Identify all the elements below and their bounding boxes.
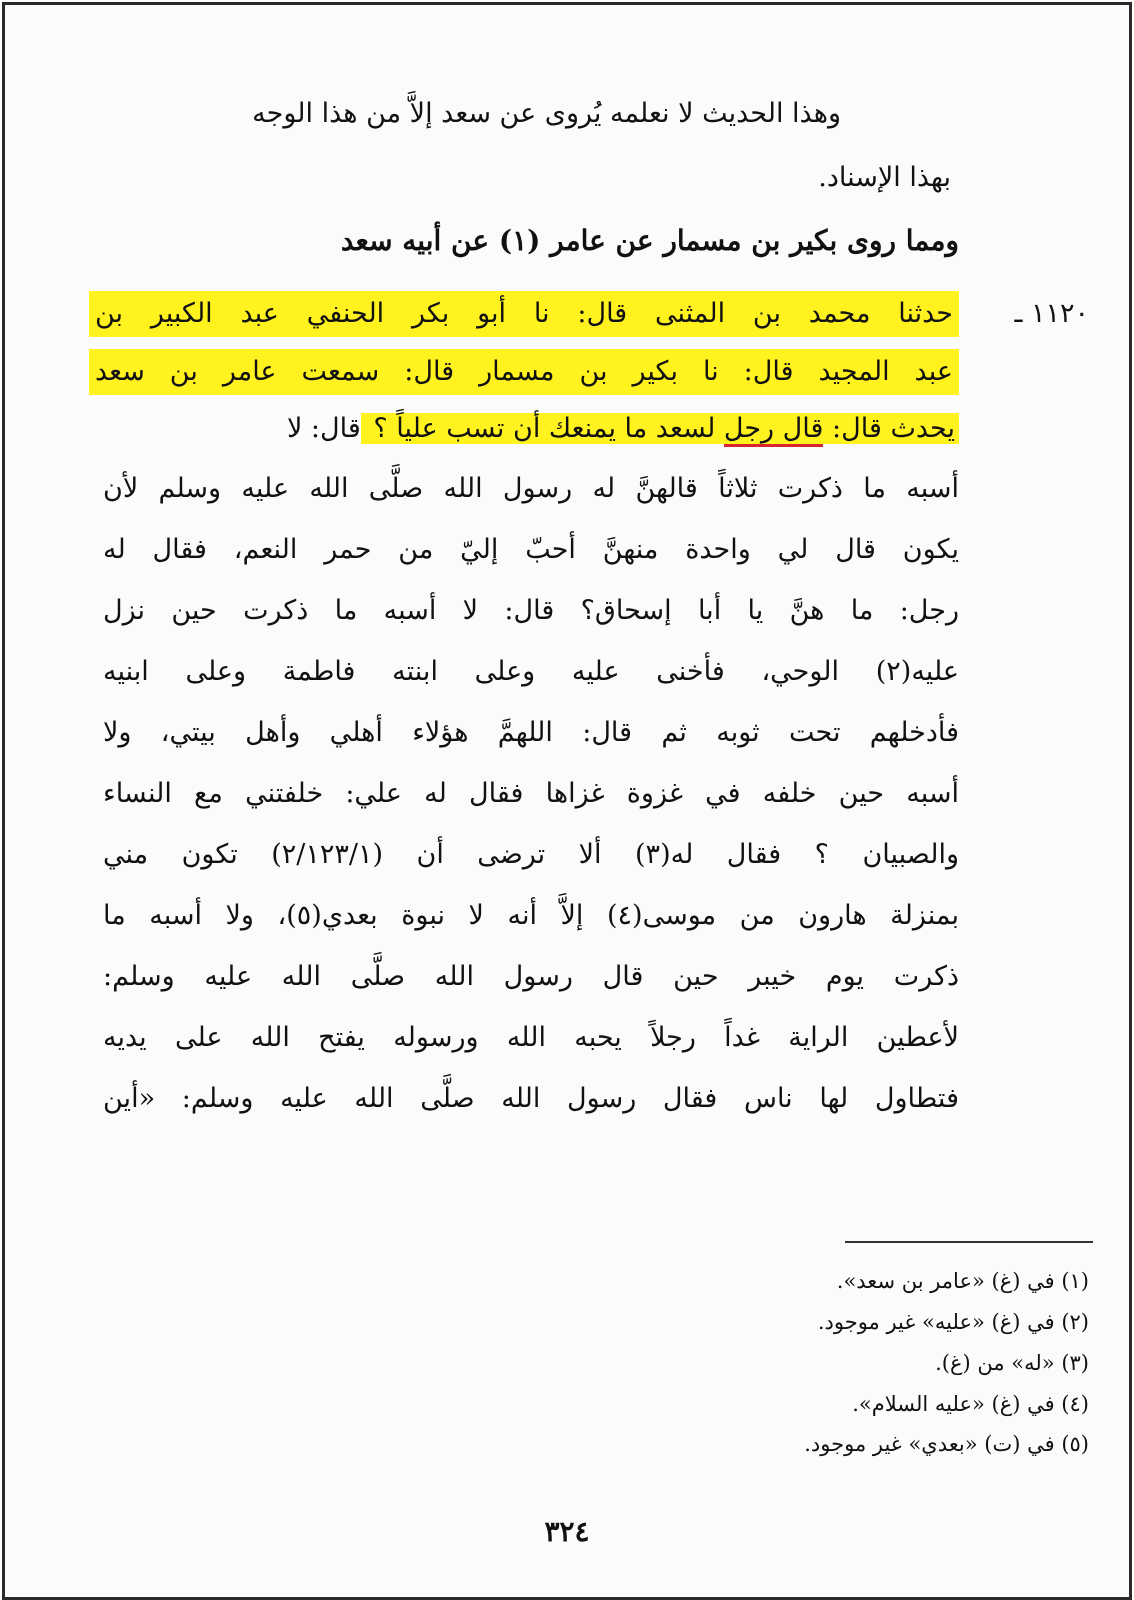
body-line: أسبه حين خلفه في غزوة غزاها فقال له علي: خلفتني مع النساء xyxy=(103,778,959,809)
hadith-line-3-underlined: قال رجل xyxy=(724,413,824,447)
body-line: والصبيان ؟ فقال له(٣) ألا ترضى أن (٢/١٢٣/١) تكون مني xyxy=(103,839,959,870)
body-line: بمنزلة هارون من موسى(٤) إلاَّ أنه لا نبوة بعدي(٥)، ولا أسبه ما xyxy=(103,900,960,931)
hadith-line-2: عبد المجيد قال: نا بكير بن مسمار قال: سمعت عامر بن سعد xyxy=(89,349,959,395)
hadith-line-3-after: قال: لا xyxy=(286,413,361,444)
body-line: ذكرت يوم خيبر حين قال رسول الله صلَّى الله عليه وسلم: xyxy=(103,961,959,992)
footnote-1: (١) في (غ) «عامر بن سعد». xyxy=(836,1269,1089,1293)
hadith-number: ١١٢٠ ـ xyxy=(1014,298,1089,329)
intro-line-1: وهذا الحديث لا نعلمه يُروى عن سعد إلاَّ من هذا الوجه xyxy=(252,98,841,129)
hadith-line-3 xyxy=(103,406,959,452)
footnote-5: (٥) في (ت) «بعدي» غير موجود. xyxy=(804,1432,1089,1456)
section-heading: ومما روى بكير بن مسمار عن عامر (١) عن أبيه سعد xyxy=(340,224,959,257)
body-line: أسبه ما ذكرت ثلاثاً قالهنَّ له رسول الله صلَّى الله عليه وسلم لأن xyxy=(103,473,959,504)
footnote-2: (٢) في (غ) «عليه» غير موجود. xyxy=(817,1310,1089,1334)
body-line: رجل: ما هنَّ يا أبا إسحاق؟ قال: لا أسبه ما ذكرت حين نزل xyxy=(103,595,959,626)
intro-line-2: بهذا الإسناد. xyxy=(818,162,951,193)
hadith-line-3-start: يحدث قال: xyxy=(832,413,955,444)
page-number: ٣٢٤ xyxy=(544,1515,590,1548)
body-line: فتطاول لها ناس فقال رسول الله صلَّى الله عليه وسلم: «أين xyxy=(103,1083,959,1114)
body-line: لأعطين الراية غداً رجلاً يحبه الله ورسوله يفتح الله على يديه xyxy=(103,1022,959,1053)
footnote-3: (٣) «له» من (غ). xyxy=(935,1351,1089,1375)
body-line: عليه(٢) الوحي، فأخنى عليه وعلى ابنته فاطمة وعلى ابنيه xyxy=(103,656,959,687)
body-line: فأدخلهم تحت ثوبه ثم قال: اللهمَّ هؤلاء أهلي وأهل بيتي، ولا xyxy=(103,717,959,748)
footnote-4: (٤) في (غ) «عليه السلام». xyxy=(852,1392,1089,1416)
hadith-line-3-question: لسعد ما يمنعك أن تسب علياً ؟ xyxy=(373,413,716,444)
footnote-rule xyxy=(845,1241,1093,1243)
document-page xyxy=(2,2,1132,1600)
body-line: يكون قال لي واحدة منهنَّ أحبّ إليّ من حمر النعم، فقال له xyxy=(103,534,959,565)
hadith-line-1: حدثنا محمد بن المثنى قال: نا أبو بكر الحنفي عبد الكبير بن xyxy=(89,291,959,337)
hadith-line-3-hl xyxy=(361,413,959,444)
